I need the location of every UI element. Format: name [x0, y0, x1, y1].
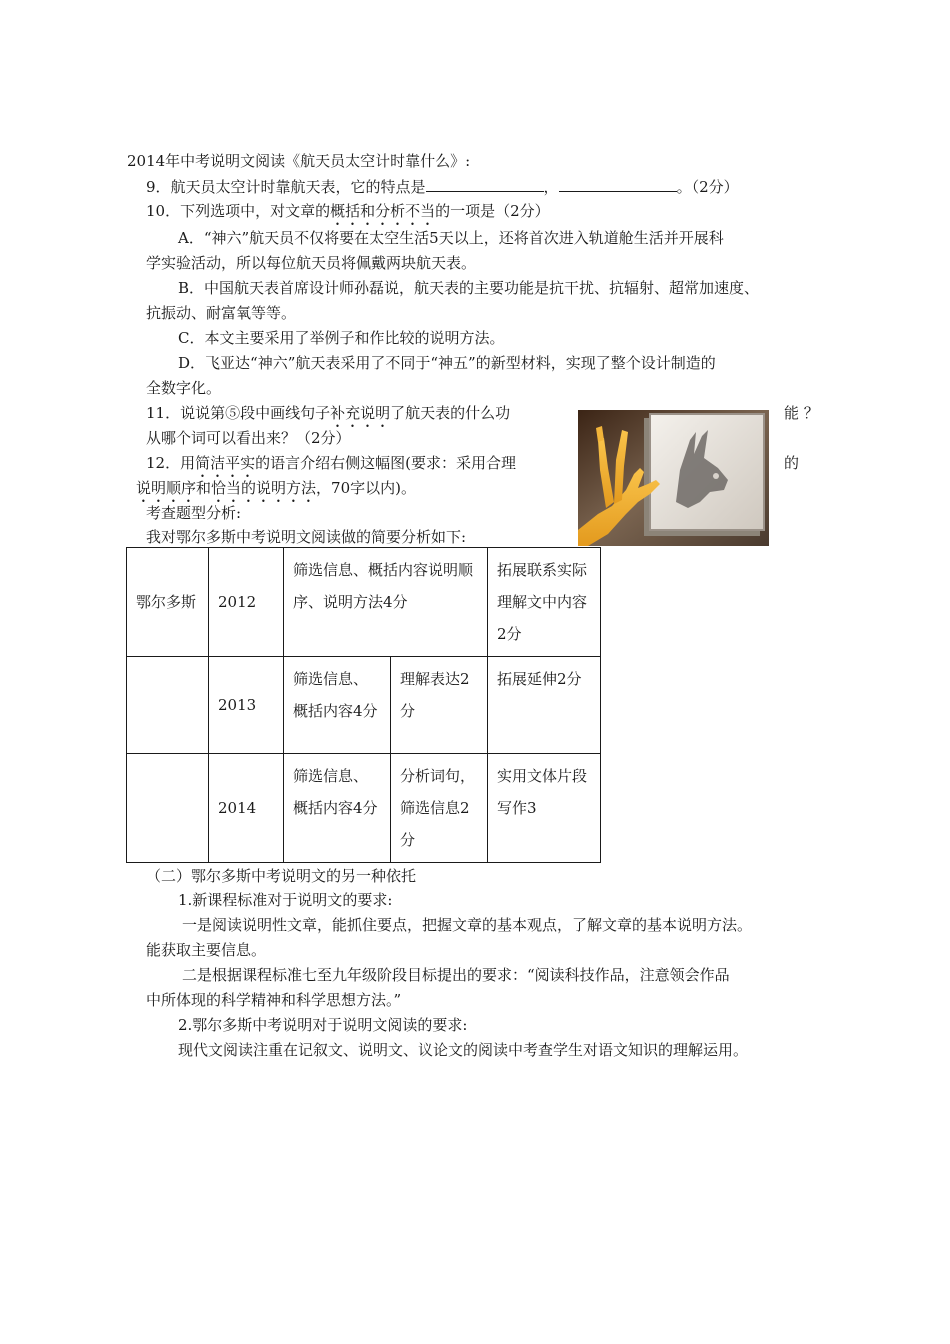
analysis-title: 考查题型分析: — [146, 504, 242, 522]
section-2-title: （二）鄂尔多斯中考说明文的另一种依托 — [146, 867, 417, 885]
table-year-2014: 2014 — [209, 754, 284, 863]
table-cell-2013-express: 理解表达2分 — [391, 657, 488, 754]
question-10: 10．下列选项中，对文章的概括和分析不当的一项是（2分） — [146, 202, 550, 220]
question-11-line1: 11．说说第⑤段中画线句子补充说明了航天表的什么功 — [146, 404, 511, 422]
section-2-item-2a: 现代文阅读注重在记叙文、说明文、议论文的阅读中考查学生对语文知识的理解运用。 — [178, 1041, 749, 1059]
analysis-intro: 我对鄂尔多斯中考说明文阅读做的简要分析如下: — [146, 528, 467, 546]
question-12-line1: 12．用简洁平实的语言介绍右侧这幅图(要求：采用合理 — [146, 454, 516, 472]
table-empty-cell — [127, 754, 209, 863]
table-empty-cell — [127, 657, 209, 754]
section-2-item-1b-line2: 中所体现的科学精神和科学思想方法。” — [146, 991, 402, 1009]
table-cell-2012-extend: 拓展联系实际理解文中内容2分 — [488, 548, 601, 657]
hand-shadow-image — [578, 410, 769, 546]
answer-blank-1[interactable] — [426, 177, 544, 192]
header-line: 2014年中考说明文阅读《航天员太空计时靠什么》: — [127, 152, 471, 170]
section-2-item-1b-line1: 二是根据课程标准七至九年级阶段目标提出的要求：“阅读科技作品，注意领会作品 — [182, 966, 730, 984]
option-a-line1: A．“神六”航天员不仅将要在太空生活5天以上，还将首次进入轨道舱生活并开展科 — [178, 229, 724, 247]
table-year-2013: 2013 — [209, 657, 284, 754]
question-11-line2: 从哪个词可以看出来？（2分） — [146, 429, 351, 447]
answer-blank-2[interactable] — [559, 177, 677, 192]
question-11-right: 能 ？ — [784, 404, 819, 422]
section-2-item-2: 2.鄂尔多斯中考说明对于说明文阅读的要求: — [178, 1016, 468, 1034]
option-d-line1: D．飞亚达“神六”航天表采用了不同于“神五”的新型材料，实现了整个设计制造的 — [178, 354, 716, 372]
option-b-line2: 抗振动、耐富氧等等。 — [146, 304, 297, 322]
option-d-line2: 全数字化。 — [146, 379, 222, 397]
table-region-cell: 鄂尔多斯 — [127, 548, 209, 657]
question-12-right: 的 — [784, 454, 800, 472]
table-cell-2014-screen: 筛选信息、概括内容4分 — [284, 754, 391, 863]
table-cell-2014-writing: 实用文体片段写作3 — [488, 754, 601, 863]
section-2-item-1: 1.新课程标准对于说明文的要求: — [178, 891, 393, 909]
option-c: C．本文主要采用了举例子和作比较的说明方法。 — [178, 329, 505, 347]
table-cell-2013-extend: 拓展延伸2分 — [488, 657, 601, 754]
analysis-table — [126, 547, 601, 863]
option-a-line2: 学实验活动，所以每位航天员将佩戴两块航天表。 — [146, 254, 477, 272]
section-2-item-1a-line1: 一是阅读说明性文章，能抓住要点，把握文章的基本观点，了解文章的基本说明方法。 — [182, 916, 753, 934]
option-b-line1: B．中国航天表首席设计师孙磊说，航天表的主要功能是抗干扰、抗辐射、超常加速度、 — [178, 279, 760, 297]
question-9: 9．航天员太空计时靠航天表，它的特点是 ， 。（2分） — [146, 178, 739, 196]
question-12-line2: 说明顺序和恰当的说明方法，70字以内)。 — [136, 479, 416, 497]
table-cell-2012-content: 筛选信息、概括内容说明顺序、说明方法4分 — [284, 548, 488, 657]
section-2-item-1a-line2: 能获取主要信息。 — [146, 941, 267, 959]
table-year-2012: 2012 — [209, 548, 284, 657]
table-cell-2014-analyze: 分析词句，筛选信息2分 — [391, 754, 488, 863]
table-cell-2013-screen: 筛选信息、概括内容4分 — [284, 657, 391, 754]
